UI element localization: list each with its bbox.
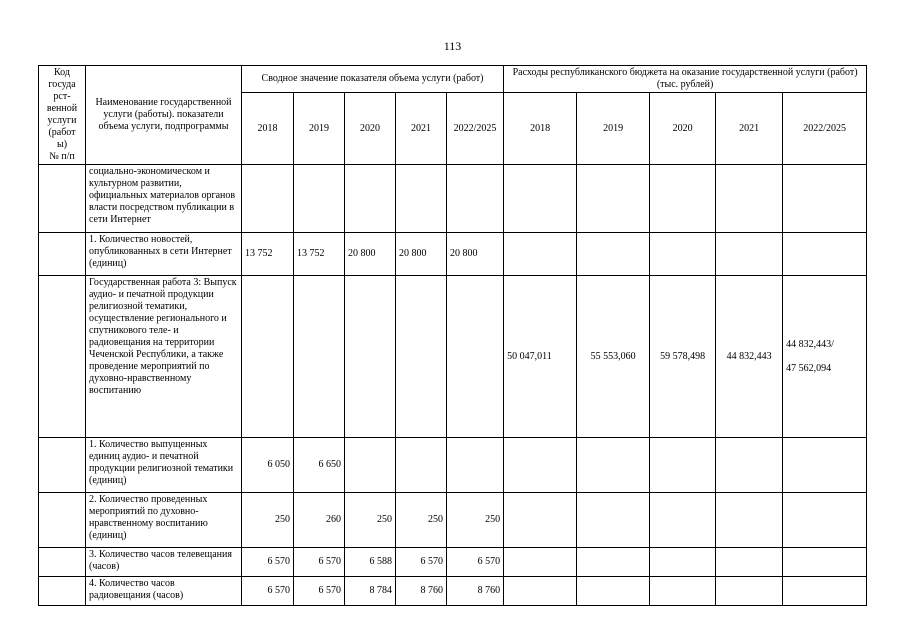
volume-cell: 6 650 bbox=[294, 438, 345, 493]
budget-year-header: 2019 bbox=[577, 93, 650, 165]
table-row bbox=[39, 438, 867, 493]
table-row bbox=[39, 233, 867, 276]
volume-cell: 250 bbox=[345, 493, 396, 548]
budget-cell bbox=[577, 165, 650, 233]
table-row bbox=[39, 493, 867, 548]
volume-cell bbox=[447, 165, 504, 233]
budget-cell bbox=[504, 165, 577, 233]
volume-cell bbox=[242, 276, 294, 438]
budget-cell bbox=[577, 233, 650, 276]
budget-cell bbox=[783, 233, 867, 276]
row-code-cell bbox=[39, 438, 86, 493]
volume-cell: 8 784 bbox=[345, 577, 396, 606]
volume-cell: 6 570 bbox=[396, 548, 447, 577]
code-header bbox=[39, 66, 86, 165]
page-number: 113 bbox=[443, 39, 462, 53]
budget-cell bbox=[650, 493, 716, 548]
budget-cell bbox=[783, 577, 867, 606]
budget-cell bbox=[577, 493, 650, 548]
budget-cell bbox=[504, 438, 577, 493]
row-code-cell bbox=[39, 577, 86, 606]
budget-year-header: 2021 bbox=[716, 93, 783, 165]
budget-cell bbox=[504, 548, 577, 577]
code-header-line: (работ bbox=[48, 127, 76, 138]
budget-year-header: 2022/2025 bbox=[783, 93, 867, 165]
row-code-cell bbox=[39, 233, 86, 276]
volume-year-header: 2019 bbox=[294, 93, 345, 165]
volume-cell: 250 bbox=[242, 493, 294, 548]
volume-year-header: 2022/2025 bbox=[447, 93, 504, 165]
budget-cell bbox=[650, 548, 716, 577]
volume-cell: 20 800 bbox=[345, 233, 396, 276]
budget-cell bbox=[650, 233, 716, 276]
volume-cell: 8 760 bbox=[396, 577, 447, 606]
volume-cell bbox=[294, 165, 345, 233]
volume-cell bbox=[345, 165, 396, 233]
volume-cell bbox=[447, 438, 504, 493]
budget-cell bbox=[650, 577, 716, 606]
volume-cell: 13 752 bbox=[294, 233, 345, 276]
row-name: Государственная работа 3: Выпуск аудио- и печатной продукции религиозной тематики, осуществление регионального и спутникового теле- и радиовещания на территории Чеченской Республики, а также проведение мероприятий по духовно-нравственному воспитанию bbox=[86, 276, 242, 438]
table-row bbox=[39, 276, 867, 438]
code-header-line: услуги bbox=[47, 115, 77, 126]
row-name: 3. Количество часов телевещания (часов) bbox=[86, 548, 242, 577]
row-code-cell bbox=[39, 548, 86, 577]
volume-cell: 8 760 bbox=[447, 577, 504, 606]
budget-cell bbox=[716, 548, 783, 577]
row-name: 4. Количество часов радиовещания (часов) bbox=[86, 577, 242, 606]
volume-cell: 6 570 bbox=[447, 548, 504, 577]
table-row bbox=[39, 548, 867, 577]
volume-cell: 250 bbox=[396, 493, 447, 548]
volume-cell bbox=[345, 438, 396, 493]
budget-line: 47 562,094 bbox=[786, 362, 832, 374]
budget-cell bbox=[504, 493, 577, 548]
budget-cell bbox=[716, 493, 783, 548]
row-name: 2. Количество проведенных мероприятий по духовно-нравственному воспитанию (единиц) bbox=[86, 493, 242, 548]
budget-cell bbox=[716, 438, 783, 493]
code-header-line: госуда bbox=[48, 79, 76, 90]
volume-cell bbox=[447, 276, 504, 438]
budget-cell bbox=[577, 438, 650, 493]
budget-cell bbox=[577, 577, 650, 606]
budget-table bbox=[38, 65, 867, 606]
volume-cell: 260 bbox=[294, 493, 345, 548]
volume-year-header: 2020 bbox=[345, 93, 396, 165]
budget-cell bbox=[504, 233, 577, 276]
volume-cell: 6 570 bbox=[242, 577, 294, 606]
code-header-line: № п/п bbox=[49, 151, 75, 162]
code-header-line: венной bbox=[46, 103, 78, 114]
volume-year-header: 2018 bbox=[242, 93, 294, 165]
budget-cell bbox=[716, 577, 783, 606]
row-name: 1. Количество выпущенных единиц аудио- и печатной продукции религиозной тематики (единиц) bbox=[86, 438, 242, 493]
volume-cell: 6 588 bbox=[345, 548, 396, 577]
volume-cell: 6 570 bbox=[242, 548, 294, 577]
header-row-1 bbox=[39, 66, 867, 93]
volume-cell bbox=[396, 165, 447, 233]
table-row bbox=[39, 577, 867, 606]
volume-cell bbox=[345, 276, 396, 438]
budget-cell bbox=[783, 165, 867, 233]
volume-cell bbox=[396, 438, 447, 493]
volume-cell bbox=[294, 276, 345, 438]
volume-group-header: Сводное значение показателя объема услуги (работ) bbox=[242, 66, 504, 93]
budget-cell bbox=[577, 548, 650, 577]
volume-cell: 250 bbox=[447, 493, 504, 548]
budget-cell: 59 578,498 bbox=[650, 276, 716, 438]
volume-cell: 6 570 bbox=[294, 548, 345, 577]
budget-cell bbox=[783, 438, 867, 493]
code-header-line: ы) bbox=[56, 139, 68, 150]
volume-cell bbox=[242, 165, 294, 233]
budget-cell: 55 553,060 bbox=[577, 276, 650, 438]
volume-cell: 6 570 bbox=[294, 577, 345, 606]
budget-year-header: 2018 bbox=[504, 93, 577, 165]
volume-cell bbox=[396, 276, 447, 438]
budget-cell: 44 832,443 bbox=[716, 276, 783, 438]
budget-group-header: Расходы республиканского бюджета на оказание государственной услуги (работ) (тыс. рублей) bbox=[504, 66, 867, 93]
budget-line: 44 832,443/ bbox=[786, 338, 834, 350]
code-header-line: Код bbox=[54, 67, 70, 78]
budget-cell bbox=[650, 438, 716, 493]
budget-cell bbox=[783, 548, 867, 577]
budget-year-header: 2020 bbox=[650, 93, 716, 165]
volume-cell: 13 752 bbox=[242, 233, 294, 276]
row-name: 1. Количество новостей, опубликованных в сети Интернет (единиц) bbox=[86, 233, 242, 276]
volume-year-header: 2021 bbox=[396, 93, 447, 165]
row-code-cell bbox=[39, 493, 86, 548]
volume-cell: 20 800 bbox=[447, 233, 504, 276]
budget-cell bbox=[716, 165, 783, 233]
name-header: Наименование государственной услуги (работы). показатели объема услуги, подпрограммы bbox=[86, 66, 242, 165]
code-header-line: рст- bbox=[53, 91, 71, 102]
volume-cell: 6 050 bbox=[242, 438, 294, 493]
budget-cell: 50 047,011 bbox=[504, 276, 577, 438]
row-code-cell bbox=[39, 165, 86, 233]
volume-cell: 20 800 bbox=[396, 233, 447, 276]
row-name: социально-экономическом и культурном развитии, официальных материалов органов власти посредством публикации в сети Интернет bbox=[86, 165, 242, 233]
budget-cell-multiline bbox=[783, 276, 867, 438]
budget-cell bbox=[783, 493, 867, 548]
table-row bbox=[39, 165, 867, 233]
budget-cell bbox=[650, 165, 716, 233]
row-code-cell bbox=[39, 276, 86, 438]
budget-cell bbox=[716, 233, 783, 276]
budget-cell bbox=[504, 577, 577, 606]
